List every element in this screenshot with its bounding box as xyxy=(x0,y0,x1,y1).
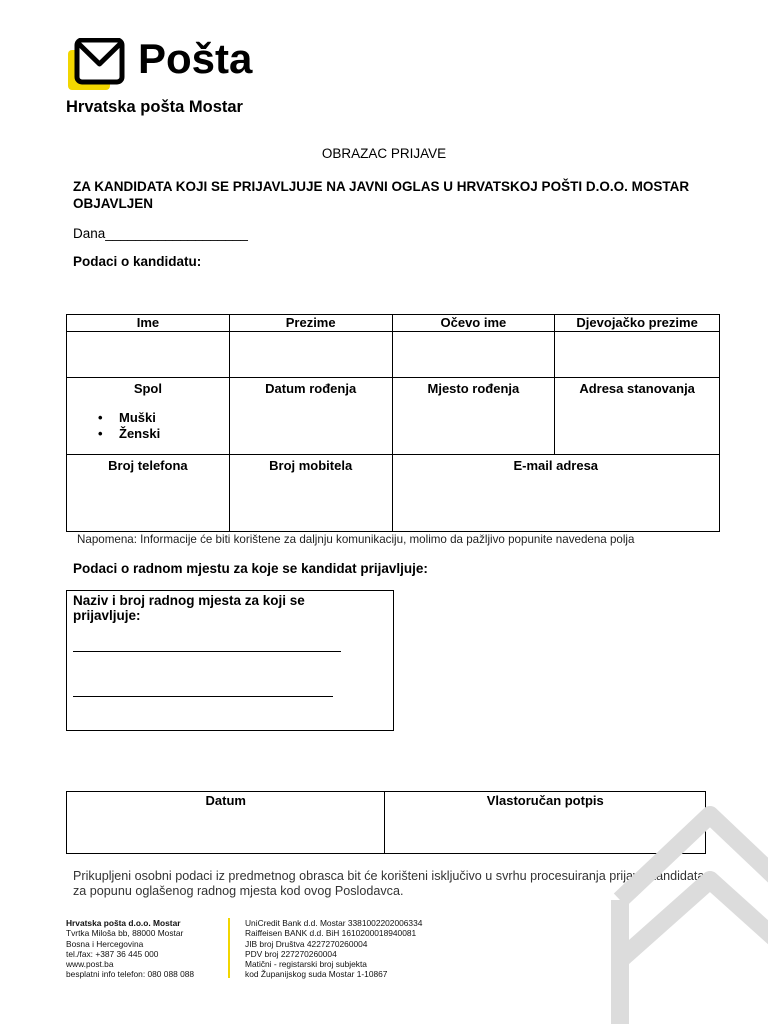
bullet-icon: • xyxy=(98,410,103,425)
broj-telefona-cell[interactable]: Broj telefona xyxy=(67,455,230,532)
prezime-input-cell[interactable] xyxy=(229,332,392,378)
candidate-table xyxy=(66,314,720,532)
djevojacko-prezime-input-cell[interactable] xyxy=(555,332,720,378)
header-djevojacko-prezime: Djevojačko prezime xyxy=(555,315,720,332)
job-box xyxy=(66,590,394,731)
sex-options xyxy=(67,410,229,442)
adresa-stanovanja-cell[interactable]: Adresa stanovanja xyxy=(555,378,720,455)
job-line-2[interactable] xyxy=(73,696,333,697)
header-ime: Ime xyxy=(67,315,230,332)
footer-bank-info: UniCredit Bank d.d. Mostar 3381002202006334 Raiffeisen BANK d.d. BiH 1610200018940081 JIB broj Društva 4227270260004 PDV broj 227270260004 Matični - registarski broj subjekta kod Županijskog suda Mostar 1-10867 xyxy=(245,918,423,980)
spol-cell[interactable] xyxy=(67,378,230,455)
email-adresa-cell[interactable]: E-mail adresa xyxy=(392,455,719,532)
datum-rodjenja-cell[interactable]: Datum rođenja xyxy=(229,378,392,455)
table-row xyxy=(67,315,720,332)
job-line-1[interactable] xyxy=(73,651,341,652)
job-heading: Podaci o radnom mjestu za koje se kandidat prijavljuje: xyxy=(73,561,428,576)
sex-option-female[interactable]: • Ženski xyxy=(98,426,161,441)
ocevo-ime-input-cell[interactable] xyxy=(392,332,555,378)
spol-label: Spol xyxy=(133,381,162,396)
broj-mobitela-cell[interactable]: Broj mobitela xyxy=(229,455,392,532)
envelope-logo-icon xyxy=(66,38,126,94)
datum-cell[interactable]: Datum xyxy=(67,792,385,854)
logo-subtitle: Hrvatska pošta Mostar xyxy=(66,98,243,116)
form-subtitle: ZA KANDIDATA KOJI SE PRIJAVLJUJE NA JAVNI OGLAS U HRVATSKOJ POŠTI D.O.O. MOSTAR OBJAVLJEN xyxy=(73,179,690,211)
sex-option-male[interactable]: • Muški xyxy=(98,410,156,425)
date-field[interactable]: Dana___________________ xyxy=(73,226,248,241)
header-prezime: Prezime xyxy=(229,315,392,332)
consent-text: Prikupljeni osobni podaci iz predmetnog obrasca bit će korišteni isključivo u svrhu procesuiranja prijave kandidata za popunu oglašenog radnog mjesta kod ovog Poslodavca. xyxy=(73,869,705,898)
posta-logo xyxy=(66,35,266,122)
note-text: Napomena: Informacije će biti korištene za daljnju komunikaciju, molimo da pažljivo popunite navedena polja xyxy=(77,533,635,546)
bullet-icon: • xyxy=(98,426,103,441)
potpis-cell[interactable]: Vlastoručan potpis xyxy=(385,792,706,854)
logo-wordmark: Pošta xyxy=(138,35,253,82)
ime-input-cell[interactable] xyxy=(67,332,230,378)
table-row xyxy=(67,332,720,378)
header-ocevo-ime: Očevo ime xyxy=(392,315,555,332)
envelope-watermark-icon xyxy=(610,800,768,1024)
table-row xyxy=(67,455,720,532)
table-row xyxy=(67,378,720,455)
footer-company-info: Hrvatska pošta d.o.o. Mostar Tvrtka Miloša bb, 88000 Mostar Bosna i Hercegovina tel./fax: +387 36 445 000 www.post.ba besplatni info telefon: 080 088 088 xyxy=(66,918,195,980)
mjesto-rodjenja-cell[interactable]: Mjesto rođenja xyxy=(392,378,555,455)
candidate-heading: Podaci o kandidatu: xyxy=(73,254,202,269)
job-label: Naziv i broj radnog mjesta za koji se prijavljuje: xyxy=(73,593,305,623)
footer-divider xyxy=(228,918,230,978)
form-title: OBRAZAC PRIJAVE xyxy=(321,146,447,161)
